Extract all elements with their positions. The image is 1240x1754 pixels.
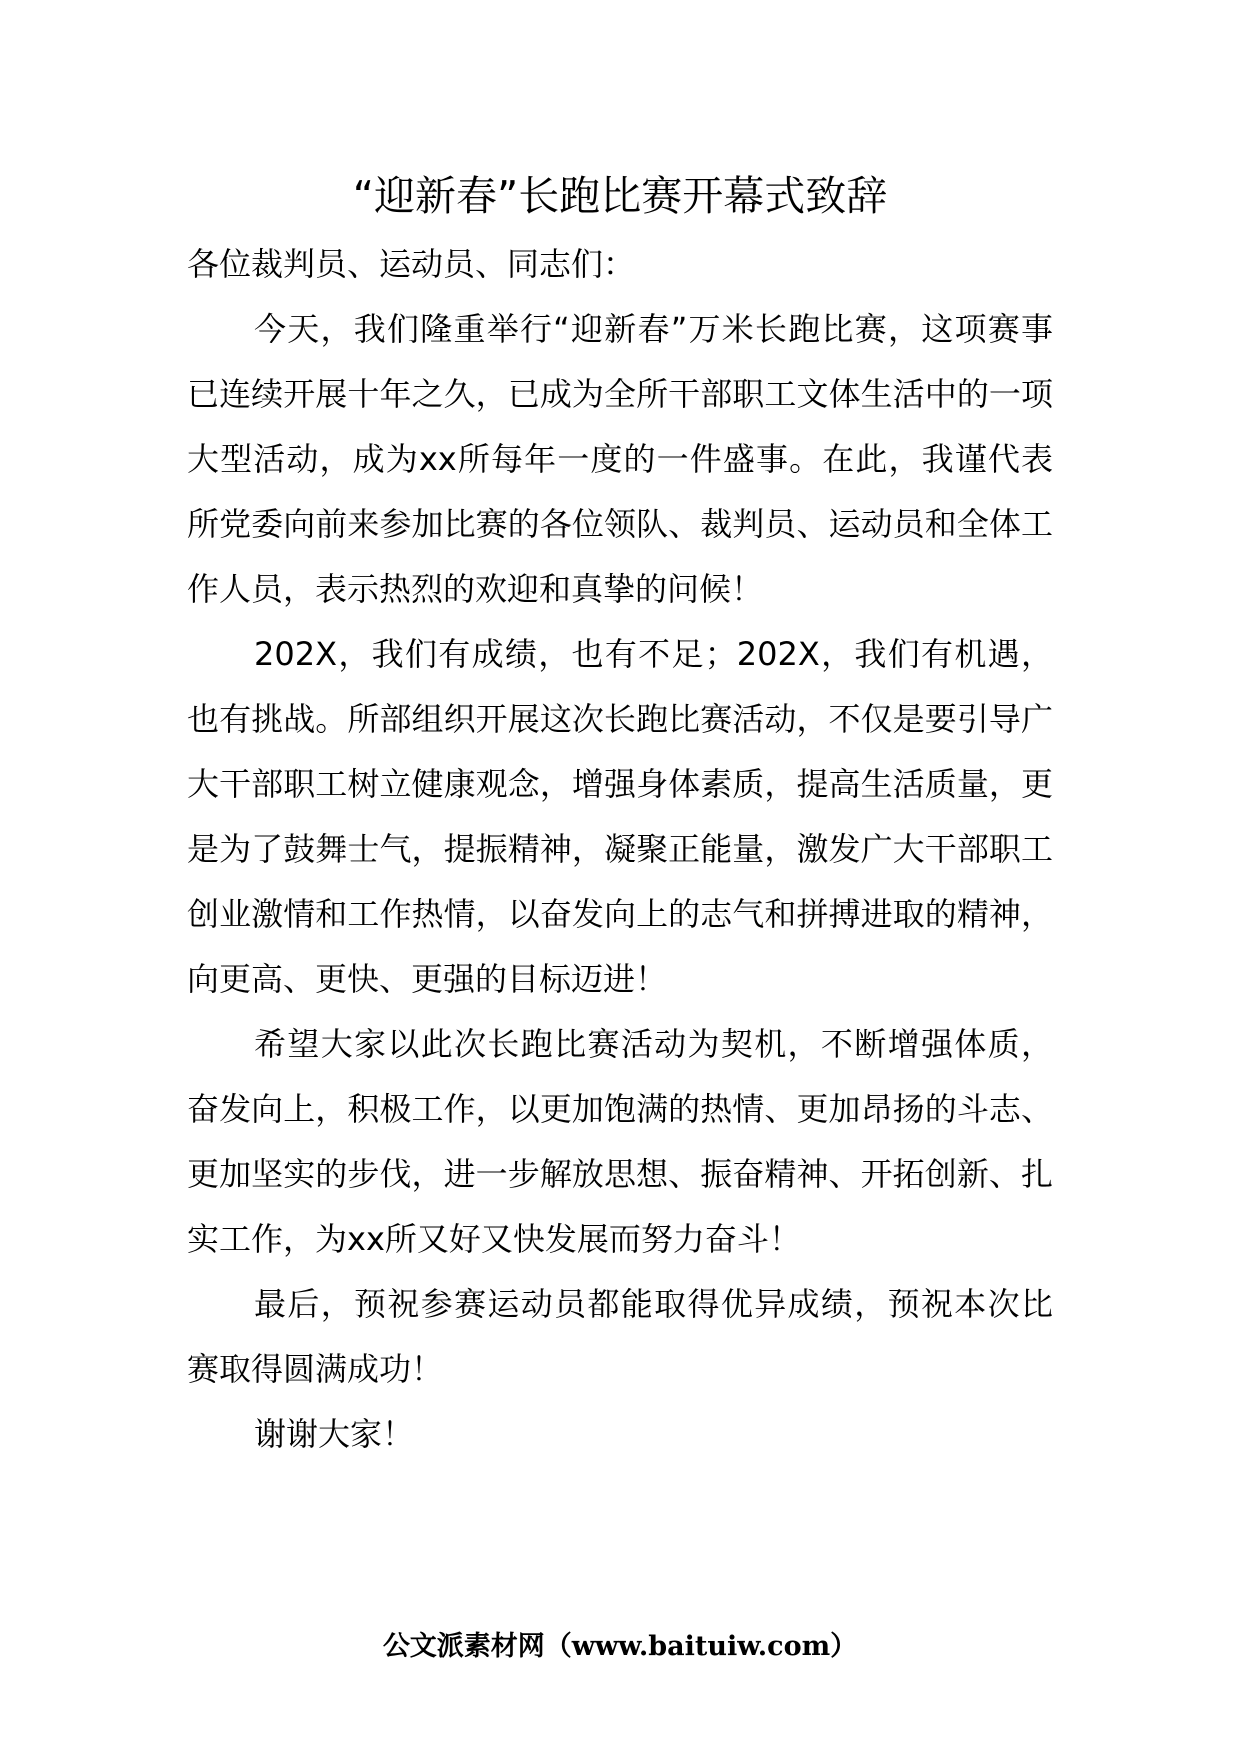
document-title: “迎新春”长跑比赛开幕式致辞 bbox=[352, 172, 888, 220]
document-body bbox=[187, 232, 1053, 1467]
salutation: 各位裁判员、运动员、同志们： bbox=[187, 245, 636, 283]
footer-source: 公文派素材网（www.baituiw.com） bbox=[382, 1631, 858, 1662]
paragraph-wishes: 最后，预祝参赛运动员都能取得优异成绩，预祝本次比赛取得圆满成功！ bbox=[187, 1285, 1053, 1388]
paragraph-opening: 今天，我们隆重举行“迎新春”万米长跑比赛，这项赛事已连续开展十年之久，已成为全所干部职工文体生活中的一项大型活动，成为xx所每年一度的一件盛事。在此，我谨代表所党委向前来参加比赛的各位领队、裁判员、运动员和全体工作人员，表示热烈的欢迎和真挚的问候！ bbox=[187, 310, 1053, 608]
paragraph-purpose: 202X，我们有成绩，也有不足；202X，我们有机遇，也有挑战。所部组织开展这次长跑比赛活动，不仅是要引导广大干部职工树立健康观念，增强身体素质，提高生活质量，更是为了鼓舞士气，提振精神，凝聚正能量，激发广大干部职工创业激情和工作热情，以奋发向上的志气和拼搏进取的精神，向更高、更快、更强的目标迈进！ bbox=[187, 635, 1053, 998]
paragraph-hope: 希望大家以此次长跑比赛活动为契机，不断增强体质，奋发向上，积极工作，以更加饱满的热情、更加昂扬的斗志、更加坚实的步伐，进一步解放思想、振奋精神、开拓创新、扎实工作，为xx所又好又快发展而努力奋斗！ bbox=[187, 1025, 1053, 1258]
paragraph-thanks: 谢谢大家！ bbox=[254, 1415, 415, 1453]
